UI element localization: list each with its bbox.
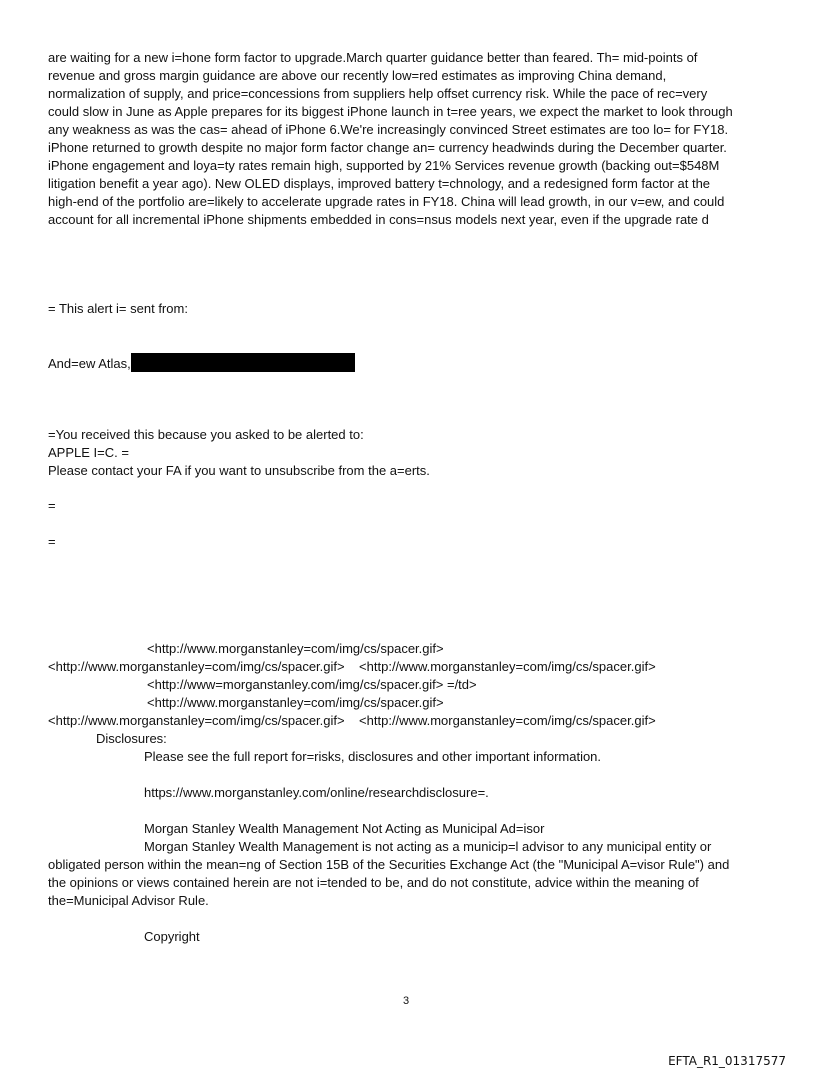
copyright-label: Copyright	[144, 929, 200, 944]
spacer-link-line: <http://www.morganstanley=com/img/cs/spacer.gif> <http://www.morganstanley=com/img/cs/spacer.gif>	[48, 659, 656, 674]
paragraph-line: high-end of the portfolio are=likely to accelerate upgrade rates in FY18. China will lead growth, in our v=ew, and could	[48, 194, 725, 209]
disclosures-url: https://www.morganstanley.com/online/researchdisclosure=.	[144, 785, 489, 800]
disclosures-text: Please see the full report for=risks, disclosures and other important information.	[144, 749, 602, 764]
unsubscribe-line: Please contact your FA if you want to unsubscribe from the a=erts.	[48, 463, 430, 478]
municipal-line: the=Municipal Advisor Rule.	[48, 893, 209, 908]
sender-name: And=ew Atlas,	[48, 356, 131, 371]
bates-number: EFTA_R1_01317577	[668, 1054, 786, 1068]
page-number: 3	[403, 995, 410, 1007]
paragraph-line: account for all incremental iPhone shipments embedded in cons=nsus models next year, even if the upgrade rate d	[48, 212, 709, 227]
sender-line	[48, 353, 355, 373]
spacer-link-line: <http://www=morganstanley.com/img/cs/spacer.gif> =/td>	[147, 677, 477, 692]
municipal-line: Morgan Stanley Wealth Management is not acting as a municip=l advisor to any municipal entity or	[144, 839, 712, 854]
paragraph-line: iPhone engagement and loya=ty rates remain high, supported by 21% Services revenue growth (backing out=$548M	[48, 158, 720, 173]
redaction-bar	[131, 353, 355, 372]
spacer-link-line: <http://www.morganstanley=com/img/cs/spacer.gif>	[147, 641, 444, 656]
spacer-link-line: <http://www.morganstanley=com/img/cs/spacer.gif>	[147, 695, 444, 710]
equals-marker: =	[48, 498, 56, 513]
alert-sent-from: = This alert i= sent from:	[48, 301, 188, 316]
paragraph-line: litigation benefit a year ago). New OLED displays, improved battery t=chnology, and a redesigned form factor at the	[48, 176, 711, 191]
municipal-heading: Morgan Stanley Wealth Management Not Acting as Municipal Ad=isor	[144, 821, 545, 836]
disclosures-heading: Disclosures:	[96, 731, 167, 746]
received-line: =You received this because you asked to be alerted to:	[48, 427, 364, 442]
spacer-link-line: <http://www.morganstanley=com/img/cs/spacer.gif> <http://www.morganstanley=com/img/cs/spacer.gif>	[48, 713, 656, 728]
alert-topic: APPLE I=C. =	[48, 445, 129, 460]
equals-marker: =	[48, 534, 56, 549]
municipal-line: obligated person within the mean=ng of Section 15B of the Securities Exchange Act (the "Municipal A=visor Rule") and	[48, 857, 730, 872]
paragraph-line: are waiting for a new i=hone form factor to upgrade.March quarter guidance better than feared. Th= mid-points of	[48, 50, 698, 65]
paragraph-line: could slow in June as Apple prepares for its biggest iPhone launch in t=ree years, we expect the market to look through	[48, 104, 733, 119]
municipal-line: the opinions or views contained herein are not i=tended to be, and do not constitute, advice within the meaning of	[48, 875, 699, 890]
paragraph-line: iPhone returned to growth despite no major form factor change an= currency headwinds during the December quarter.	[48, 140, 727, 155]
paragraph-line: normalization of supply, and price=concessions from suppliers help offset currency risk. While the pace of rec=very	[48, 86, 708, 101]
paragraph-line: revenue and gross margin guidance are above our recently low=red estimates as improving China demand,	[48, 68, 667, 83]
paragraph-line: any weakness as was the cas= ahead of iPhone 6.We're increasingly convinced Street estimates are too lo= for FY18.	[48, 122, 729, 137]
